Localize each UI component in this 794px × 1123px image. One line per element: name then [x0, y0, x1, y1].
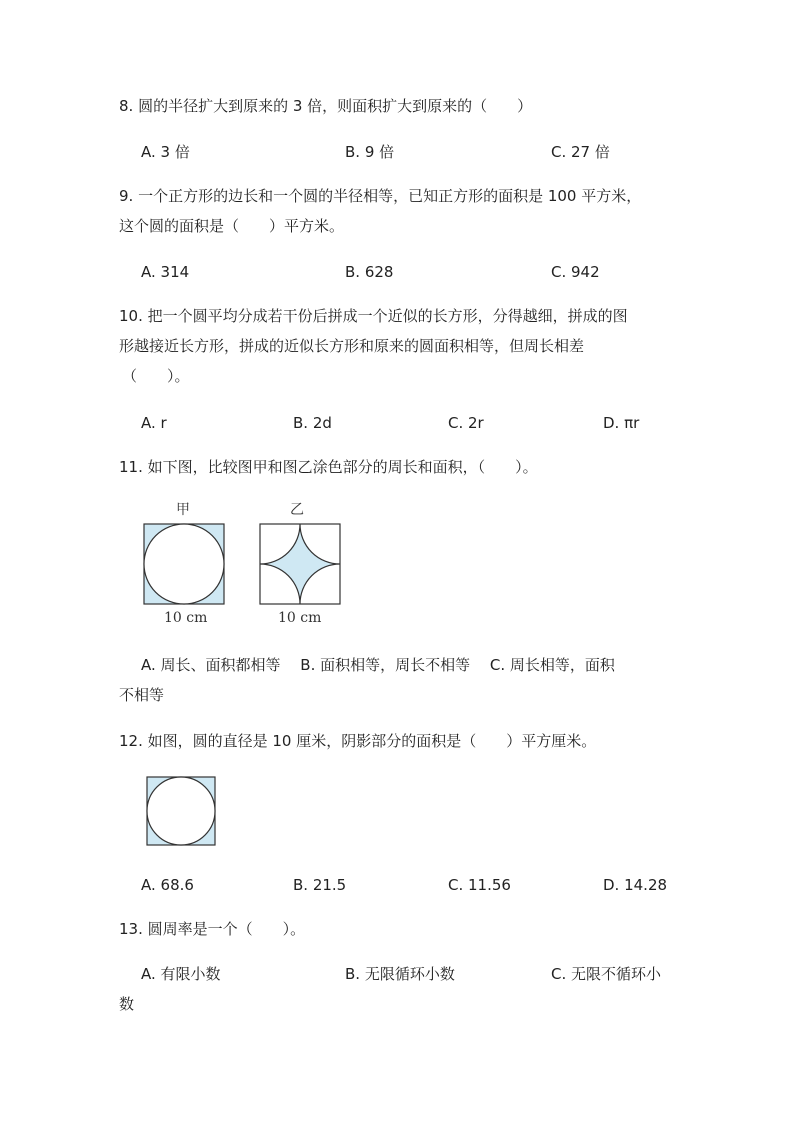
- q10-option-d: D. πr: [603, 414, 640, 432]
- q12-figure: [146, 776, 216, 846]
- figure-a-dimension: 10 cm: [164, 610, 208, 626]
- q12-option-a: A. 68.6: [141, 876, 194, 894]
- figure-a-circle: [144, 524, 224, 604]
- figure-a: [142, 522, 226, 606]
- q13-options-line2: 数: [119, 995, 135, 1013]
- q13-stem: 13. 圆周率是一个（ ）。: [119, 920, 306, 938]
- q10-stem-line2: 形越接近长方形，拼成的近似长方形和原来的圆面积相等，但周长相差: [119, 337, 585, 355]
- q12-option-b: B. 21.5: [293, 876, 347, 894]
- q9-option-c: C. 942: [551, 263, 600, 281]
- q9-stem-line2: 这个圆的面积是（ ）平方米。: [119, 217, 345, 235]
- q10-stem-line1: 10. 把一个圆平均分成若干份后拼成一个近似的长方形，分得越细，拼成的图: [119, 307, 628, 325]
- q9-option-a: A. 314: [141, 263, 190, 281]
- figure-a-title: 甲: [176, 502, 190, 518]
- q10-option-b: B. 2d: [293, 414, 332, 432]
- q8-option-a: A. 3 倍: [141, 143, 190, 161]
- q11-options-line2: 不相等: [119, 686, 165, 704]
- figure-b-dimension: 10 cm: [278, 610, 322, 626]
- figure-b: [258, 522, 342, 606]
- q13-option-b: B. 无限循环小数: [345, 965, 455, 983]
- q9-option-b: B. 628: [345, 263, 394, 281]
- q8-option-b: B. 9 倍: [345, 143, 395, 161]
- q8-stem: 8. 圆的半径扩大到原来的 3 倍，则面积扩大到原来的（ ）: [119, 97, 533, 115]
- q10-stem-line3: （ ）。: [122, 367, 190, 385]
- q12-figure-circle: [147, 777, 215, 845]
- q13-option-a: A. 有限小数: [141, 965, 221, 983]
- q13-option-c: C. 无限不循环小: [551, 965, 662, 983]
- q9-stem-line1: 9. 一个正方形的边长和一个圆的半径相等，已知正方形的面积是 100 平方米，: [119, 187, 642, 205]
- q10-option-c: C. 2r: [448, 414, 484, 432]
- q11-options-line1: A. 周长、面积都相等 B. 面积相等，周长不相等 C. 周长相等，面积: [141, 656, 615, 674]
- q8-option-c: C. 27 倍: [551, 143, 610, 161]
- q10-option-a: A. r: [141, 414, 167, 432]
- q12-stem: 12. 如图，圆的直径是 10 厘米，阴影部分的面积是（ ）平方厘米。: [119, 732, 597, 750]
- figure-b-title: 乙: [290, 502, 304, 518]
- q12-option-c: C. 11.56: [448, 876, 511, 894]
- q12-option-d: D. 14.28: [603, 876, 668, 894]
- q11-stem: 11. 如下图，比较图甲和图乙涂色部分的周长和面积，（ ）。: [119, 458, 538, 476]
